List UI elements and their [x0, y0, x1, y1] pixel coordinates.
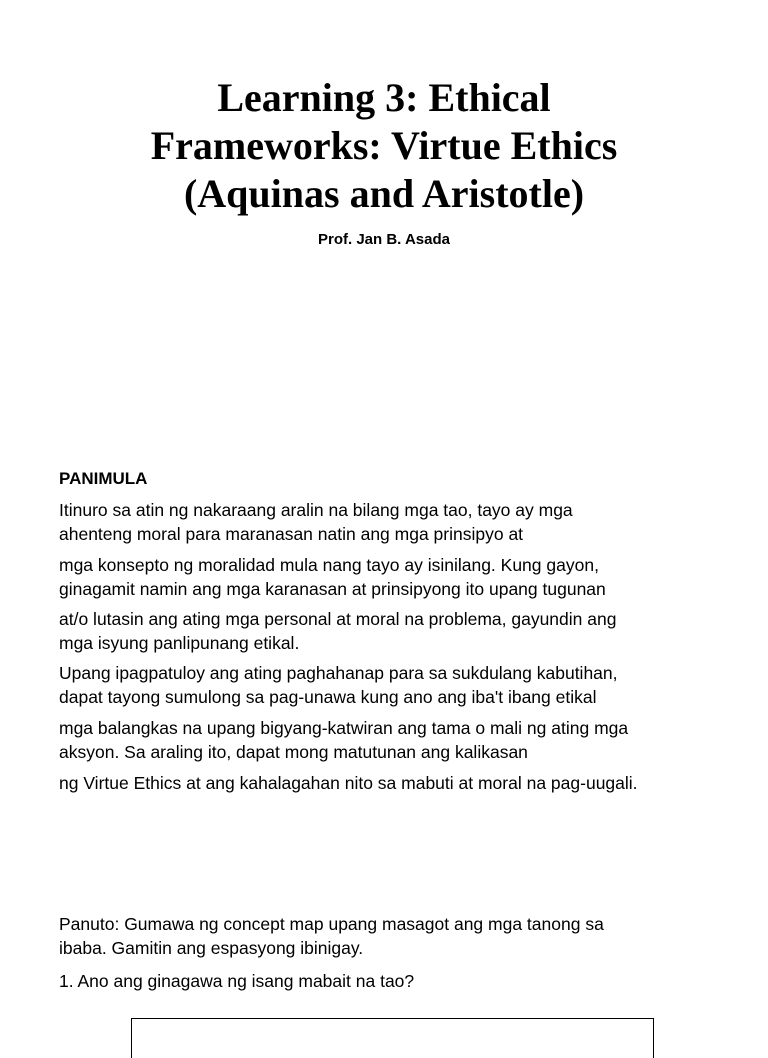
instructions — [59, 912, 749, 960]
paragraph-5-line-1: mga balangkas na upang bigyang-katwiran ang tama o mali ng ating mga — [59, 718, 629, 738]
question-1: 1. Ano ang ginagawa ng isang mabait na tao? — [59, 971, 415, 991]
paragraph-6-line-1: ng Virtue Ethics at ang kahalagahan nito sa mabuti at moral na pag-uugali. — [59, 773, 638, 793]
paragraph-2-line-2: ginagamit namin ang mga karanasan at prinsipyong ito upang tugunan — [59, 579, 606, 599]
paragraph-3 — [59, 607, 749, 655]
concept-map-answer-box[interactable] — [131, 1018, 654, 1058]
title-line-2: Frameworks: Virtue Ethics — [150, 123, 618, 168]
instructions-line-2: ibaba. Gamitin ang espasyong ibinigay. — [59, 938, 364, 958]
paragraph-4-line-2: dapat tayong sumulong sa pag-unawa kung ano ang iba't ibang etikal — [59, 687, 597, 707]
title-line-3: (Aquinas and Aristotle) — [183, 171, 585, 216]
paragraph-3-line-1: at/o lutasin ang ating mga personal at moral na problema, gayundin ang — [59, 609, 617, 629]
paragraph-5 — [59, 716, 749, 764]
instructions-line-1: Panuto: Gumawa ng concept map upang masagot ang mga tanong sa — [59, 914, 604, 934]
paragraph-5-line-2: aksyon. Sa araling ito, dapat mong matutunan ang kalikasan — [59, 742, 528, 762]
author-name: Prof. Jan B. Asada — [318, 231, 450, 248]
paragraph-1 — [59, 498, 749, 546]
paragraph-2 — [59, 553, 749, 601]
paragraph-4-line-1: Upang ipagpatuloy ang ating paghahanap para sa sukdulang kabutihan, — [59, 663, 618, 683]
page-title — [0, 74, 768, 218]
paragraph-4 — [59, 661, 749, 709]
paragraph-1-line-2: ahenteng moral para maranasan natin ang mga prinsipyo at — [59, 524, 524, 544]
paragraph-6 — [59, 771, 749, 795]
paragraph-3-line-2: mga isyung panlipunang etikal. — [59, 633, 300, 653]
section-heading: PANIMULA — [59, 469, 148, 488]
title-line-1: Learning 3: Ethical — [217, 75, 551, 120]
paragraph-1-line-1: Itinuro sa atin ng nakaraang aralin na bilang mga tao, tayo ay mga — [59, 500, 573, 520]
paragraph-2-line-1: mga konsepto ng moralidad mula nang tayo ay isinilang. Kung gayon, — [59, 555, 599, 575]
